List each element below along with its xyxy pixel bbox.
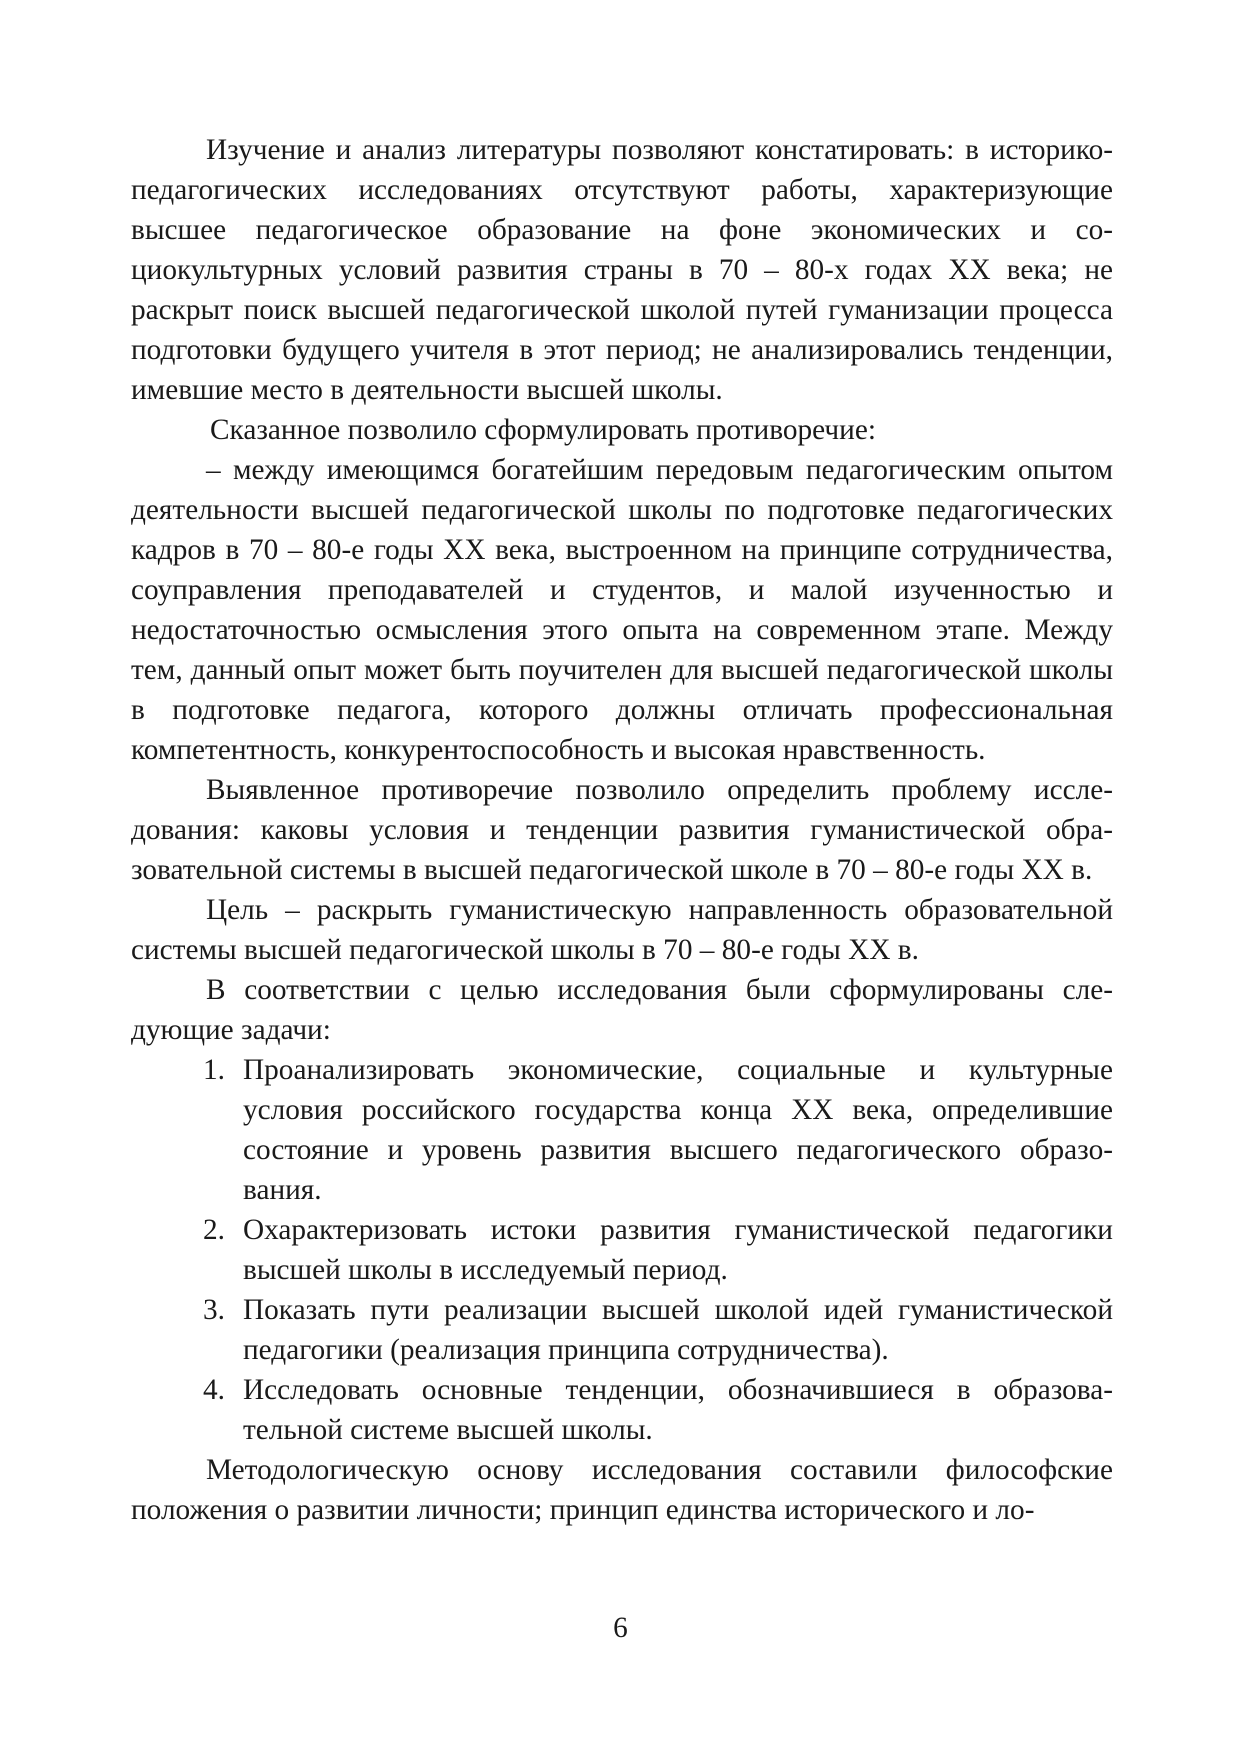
list-item-text: Охарактеризовать истоки развития гуманистической педагогики высшей школы в исследуемый период. bbox=[243, 1214, 1113, 1286]
task-list bbox=[131, 1050, 1113, 1450]
list-item bbox=[131, 1050, 1113, 1210]
list-item bbox=[131, 1370, 1113, 1450]
paragraph-literature-analysis: Изучение и анализ литературы позволяют констатировать: в историко-педагогических исследованиях отсутствуют работы, характеризующие высшее педагогическое образование на фоне экономических и социокультурных условий развития страны в 70 – 80-х годах XX века; не раскрыт поиск высшей педагогической школой путей гуманизации процесса подготовки будущего учителя в этот период; не анализировались тенденции, имевшие место в деятельности высшей школы. bbox=[131, 134, 1113, 406]
page-body bbox=[131, 130, 1113, 1530]
list-item-text: Проанализировать экономические, социальные и культурные условия российского государства конца XX века, определившие состояние и уровень развития высшего педагогического образования. bbox=[243, 1054, 1113, 1206]
paragraph-tasks-intro: В соответствии с целью исследования были сформулированы следующие задачи: bbox=[131, 974, 1113, 1046]
list-item-text: Исследовать основные тенденции, обозначившиеся в образовательной системе высшей школы. bbox=[243, 1374, 1113, 1446]
list-item bbox=[131, 1210, 1113, 1290]
list-item-number: 1. bbox=[203, 1054, 225, 1086]
list-item-number: 2. bbox=[203, 1214, 225, 1246]
page-number: 6 bbox=[613, 1612, 628, 1644]
list-item-number: 3. bbox=[203, 1294, 225, 1326]
paragraph-research-problem: Выявленное противоречие позволило определить проблему исследования: каковы условия и тенденции развития гуманистической образовательной системы в высшей педагогической школе в 70 – 80-е годы XX в. bbox=[131, 774, 1113, 886]
paragraph-contradiction: – между имеющимся богатейшим передовым педагогическим опытом деятельности высшей педагогической школы по подготовке педагогических кадров в 70 – 80-е годы XX века, выстроенном на принципе сотрудничества, соуправления преподавателей и студентов, и малой изученностью и недостаточностью осмысления этого опыта на современном этапе. Между тем, данный опыт может быть поучителен для высшей педагогической школы в подготовке педагога, которого должны отличать профессиональная компетентность, конкурентоспособность и высокая нравственность. bbox=[131, 454, 1113, 766]
paragraph-methodology: Методологическую основу исследования составили философские положения о развитии личности; принцип единства исторического и ло- bbox=[131, 1454, 1113, 1526]
paragraph-research-goal: Цель – раскрыть гуманистическую направленность образовательной системы высшей педагогической школы в 70 – 80-е годы XX в. bbox=[131, 894, 1113, 966]
list-item-number: 4. bbox=[203, 1374, 225, 1406]
paragraph-contradiction-intro: Сказанное позволило сформулировать противоречие: bbox=[210, 414, 876, 446]
list-item-text: Показать пути реализации высшей школой идей гуманистической педагогики (реализация принципа сотрудничества). bbox=[243, 1294, 1113, 1366]
list-item bbox=[131, 1290, 1113, 1370]
